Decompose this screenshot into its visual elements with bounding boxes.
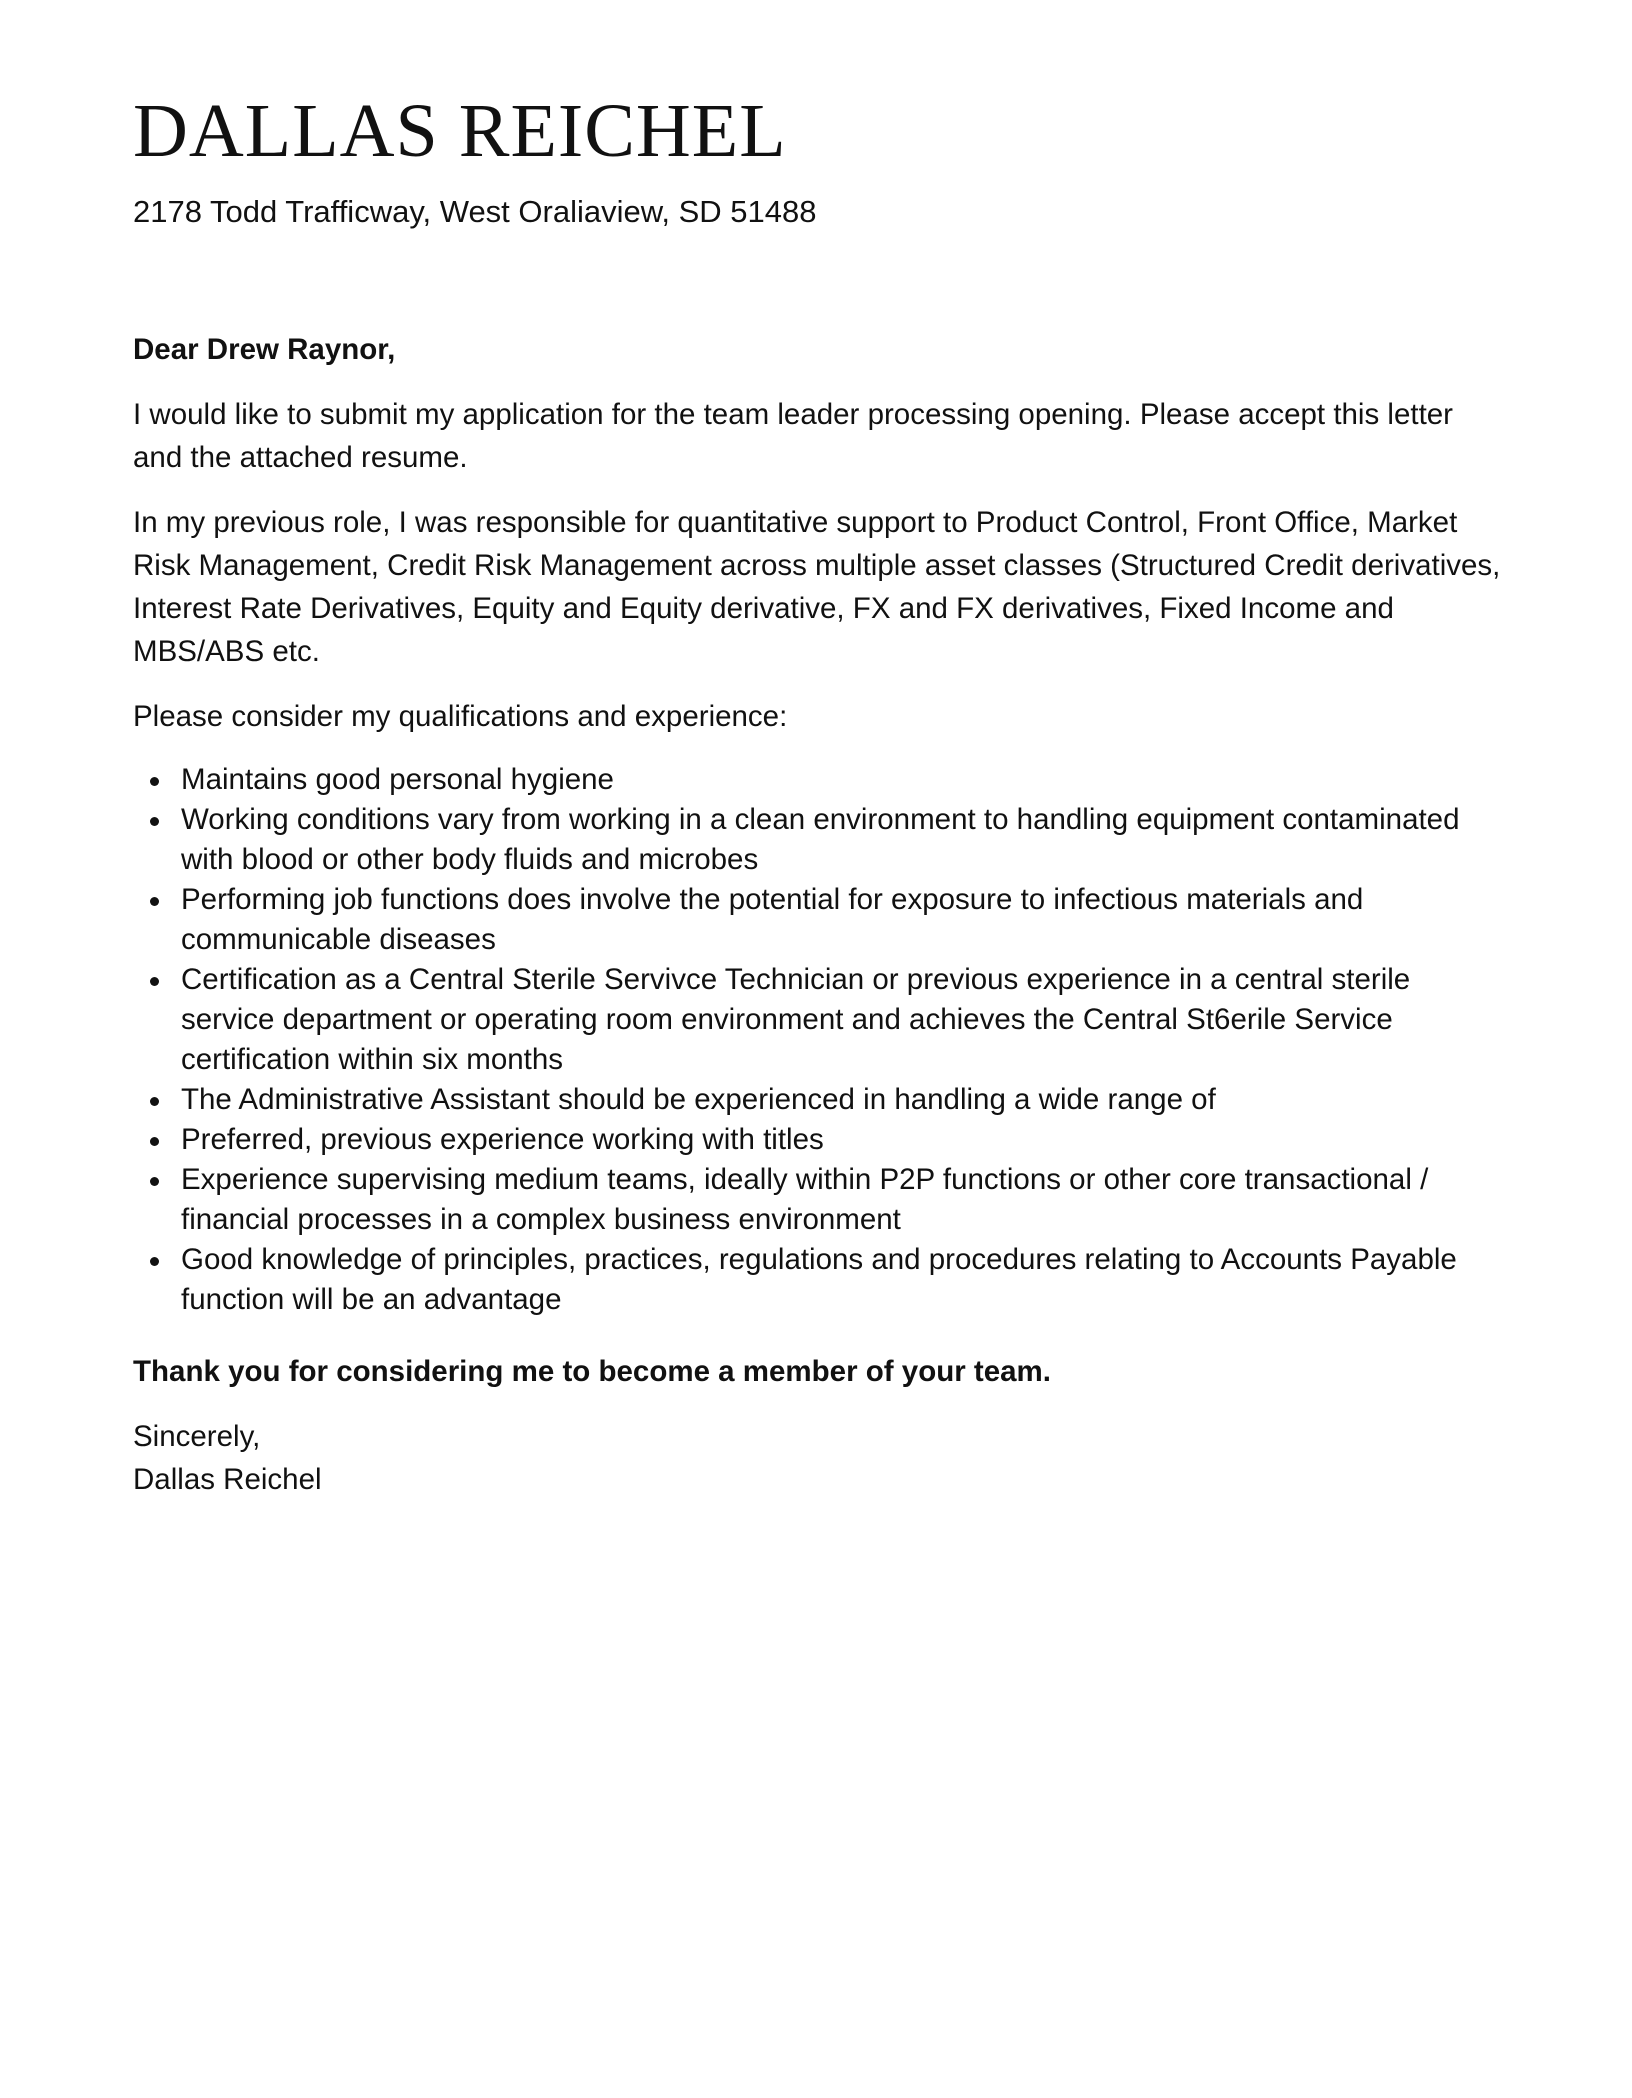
list-item: [181, 1240, 1503, 1320]
bullet-icon: [150, 977, 159, 986]
list-item: [181, 760, 1503, 800]
list-item-text: Preferred, previous experience working with titles: [181, 1123, 824, 1156]
bullet-icon: [150, 817, 159, 826]
list-item: [181, 1120, 1503, 1160]
list-item-text: Certification as a Central Sterile Servivce Technician or previous experience in a central sterile service department or operating room environment and achieves the Central St6erile Service certification within six months: [181, 963, 1411, 1076]
list-item: [181, 880, 1503, 960]
bullet-icon: [150, 897, 159, 906]
qualifications-list: [133, 760, 1503, 1320]
bullet-icon: [150, 1137, 159, 1146]
list-item-text: Good knowledge of principles, practices, regulations and procedures relating to Accounts Payable function will be an advantage: [181, 1243, 1457, 1316]
experience-paragraph: In my previous role, I was responsible for quantitative support to Product Control, Front Office, Market Risk Management, Credit Risk Management across multiple asset classes (Structured Credit derivatives, Interest Rate Derivatives, Equity and Equity derivative, FX and FX derivatives, Fixed Income and MBS/ABS etc.: [133, 506, 1501, 668]
signoff: Sincerely,: [133, 1420, 261, 1453]
bullet-icon: [150, 1177, 159, 1186]
bullet-icon: [150, 777, 159, 786]
list-item: [181, 1160, 1503, 1240]
qualifications-intro: Please consider my qualifications and experience:: [133, 700, 788, 733]
list-item: [181, 800, 1503, 880]
applicant-name: DALLAS REICHEL: [133, 89, 787, 173]
salutation: Dear Drew Raynor,: [133, 333, 396, 366]
bullet-icon: [150, 1097, 159, 1106]
list-item: [181, 1080, 1503, 1120]
list-item-text: Experience supervising medium teams, ideally within P2P functions or other core transactional / financial processes in a complex business environment: [181, 1163, 1429, 1236]
letter-body: [133, 328, 1503, 1501]
intro-paragraph: I would like to submit my application for the team leader processing opening. Please accept this letter and the attached resume.: [133, 398, 1454, 474]
list-item-text: Performing job functions does involve the potential for exposure to infectious materials and communicable diseases: [181, 883, 1364, 956]
signoff-block: [133, 1415, 1503, 1501]
list-item-text: Working conditions vary from working in a clean environment to handling equipment contaminated with blood or other body fluids and microbes: [181, 803, 1460, 876]
list-item-text: Maintains good personal hygiene: [181, 763, 614, 796]
list-item: [181, 960, 1503, 1080]
signature-name: Dallas Reichel: [133, 1463, 322, 1496]
bullet-icon: [150, 1257, 159, 1266]
list-item-text: The Administrative Assistant should be experienced in handling a wide range of: [181, 1083, 1216, 1116]
closing-statement: Thank you for considering me to become a member of your team.: [133, 1355, 1051, 1388]
applicant-address: 2178 Todd Trafficway, West Oraliaview, SD 51488: [133, 194, 817, 229]
